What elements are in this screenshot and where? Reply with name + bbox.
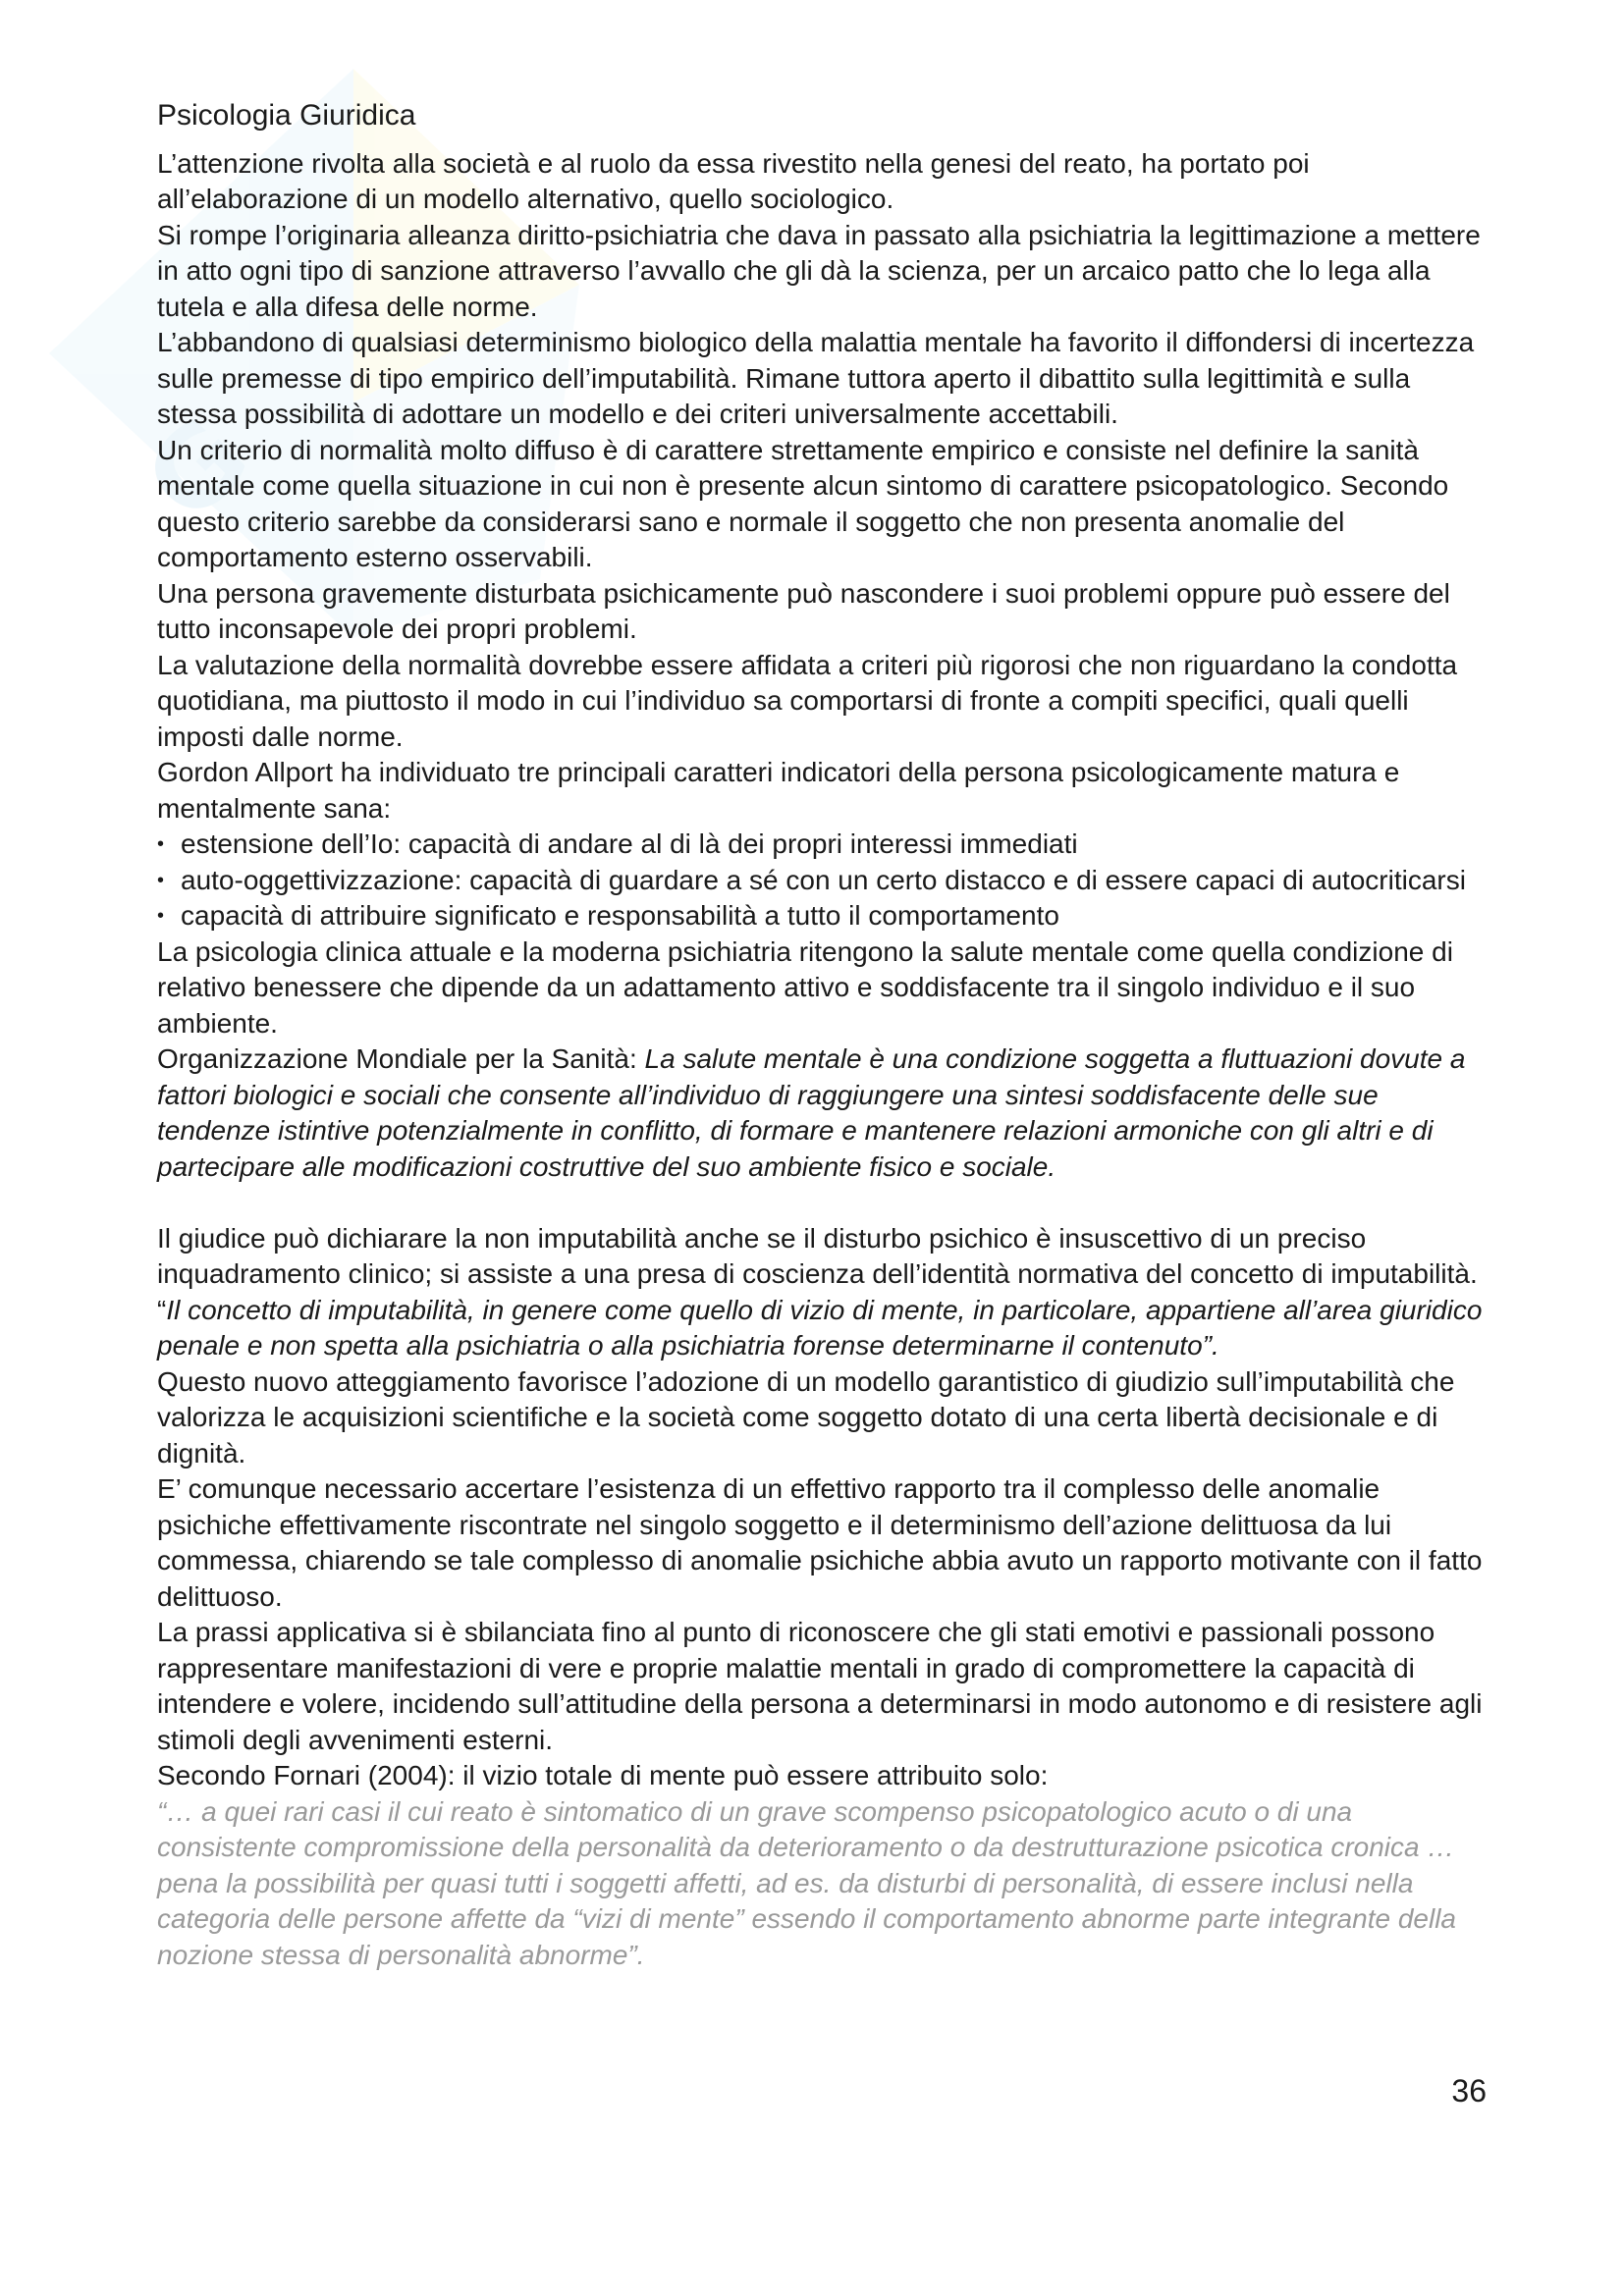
quote-open: “ <box>157 1294 167 1325</box>
paragraph: Il giudice può dichiarare la non imputabilità anche se il disturbo psichico è insuscettivo di un preciso inquadramento clinico; si assiste a una presa di coscienza dell’identità normativa del concetto di imputabilità. <box>157 1222 1478 1289</box>
page-title: Psicologia Giuridica <box>157 99 416 132</box>
paragraph: La psicologia clinica attuale e la moderna psichiatria ritengono la salute mentale come quella condizione di relativo benessere che dipende da un adattamento attivo e soddisfacente tra il singolo individuo e il suo ambiente. <box>157 935 1453 1039</box>
paragraph-who <box>157 1041 1492 1185</box>
page-number: 36 <box>1451 2073 1487 2109</box>
paragraph: Un criterio di normalità molto diffuso è di carattere strettamente empirico e consiste nel definire la sanità mentale come quella situazione in cui non è presente alcun sintomo di carattere psicopatologico. Secondo questo criterio sarebbe da considerarsi sano e normale il soggetto che non presenta anomalie del comportamento esterno osservabili. <box>157 434 1449 572</box>
spacer <box>157 1185 1492 1221</box>
list-item: • auto-oggettivizzazione: capacità di guardare a sé con un certo distacco e di essere capaci di autocriticarsi <box>157 863 1492 899</box>
paragraph: Secondo Fornari (2004): il vizio totale di mente può essere attribuito solo: <box>157 1760 1049 1790</box>
paragraph-quote <box>157 1293 1492 1364</box>
paragraph: La prassi applicativa si è sbilanciata fino al punto di riconoscere che gli stati emotivi e passionali possono rappresentare manifestazioni di vere e proprie malattie mentali in grado di compromettere la capacità di intendere e volere, incidendo sull’attitudine della persona a determinarsi in modo autonomo e di resistere agli stimoli degli avvenimenti esterni. <box>157 1617 1483 1755</box>
paragraph: Si rompe l’originaria alleanza diritto-psichiatria che dava in passato alla psichiatria la legittimazione a mettere in atto ogni tipo di sanzione attraverso l’avvallo che gli dà la scienza, per un arcaico patto che lo lega alla tutela e alla difesa delle norme. <box>157 219 1481 322</box>
quote-text: Il concetto di imputabilità, in genere come quello di vizio di mente, in particolare, appartiene all’area giuridico penale e non spetta alla psichiatria o alla psichiatria forense determinarne il contenuto”. <box>157 1294 1483 1361</box>
paragraph: La valutazione della normalità dovrebbe essere affidata a criteri più rigorosi che non riguardano la condotta quotidiana, ma piuttosto il modo in cui l’individuo sa comportarsi di fronte a compiti specifici, quali quelli imposti dalle norme. <box>157 649 1458 752</box>
list-item: • capacità di attribuire significato e responsabilità a tutto il comportamento <box>157 898 1492 934</box>
bullet-list <box>157 827 1492 934</box>
paragraph: Una persona gravemente disturbata psichicamente può nascondere i suoi problemi oppure può essere del tutto inconsapevole dei propri problemi. <box>157 577 1450 644</box>
svg-text:G: G <box>121 393 273 546</box>
who-lead: Organizzazione Mondiale per la Sanità: <box>157 1043 645 1074</box>
paragraph: L’attenzione rivolta alla società e al ruolo da essa rivestito nella genesi del reato, ha portato poi all’elaborazione di un modello alternativo, quello sociologico. <box>157 147 1310 214</box>
document-body <box>157 98 1492 1973</box>
paragraph: Questo nuovo atteggiamento favorisce l’adozione di un modello garantistico di giudizio sull’imputabilità che valorizza le acquisizioni scientifiche e la società come soggetto dotato di una certa libertà decisionale e di dignità. <box>157 1365 1455 1468</box>
who-quote: La salute mentale è una condizione soggetta a fluttuazioni dovute a fattori biologici e sociali che consente all’individuo di raggiungere una sintesi soddisfacente delle sue tendenze istintive potenzialmente in conflitto, di formare e mantenere relazioni armoniche con gli altri e di partecipare alle modificazioni costruttive del suo ambiente fisico e sociale. <box>157 1043 1466 1182</box>
paragraph: Gordon Allport ha individuato tre principali caratteri indicatori della persona psicologicamente matura e mentalmente sana: <box>157 757 1400 824</box>
paragraph: E’ comunque necessario accertare l’esistenza di un effettivo rapporto tra il complesso delle anomalie psichiche effettivamente riscontrate nel singolo soggetto e il determinismo dell’azione delittuosa da lui commessa, chiarendo se tale complesso di anomalie psichiche abbia avuto un rapporto motivante con il fatto delittuoso. <box>157 1473 1483 1612</box>
fornari-quote: “… a quei rari casi il cui reato è sintomatico di un grave scompenso psicopatologico acuto o di una consistente compromissione della personalità da deterioramento o da destrutturazione psicotica cronica … pena la possibilità per quasi tutti i soggetti affetti, ad es. da disturbi di personalità, di essere inclusi nella categoria delle persone affette da “vizi di mente” essendo il comportamento abnorme parte integrante della nozione stessa di personalità abnorme”. <box>157 1795 1456 1970</box>
paragraph: L’abbandono di qualsiasi determinismo biologico della malattia mentale ha favorito il diffondersi di incertezza sulle premesse di tipo empirico dell’imputabilità. Rimane tuttora aperto il dibattito sulla legittimità e sulla stessa possibilità di adottare un modello e dei criteri universalmente accettabili. <box>157 327 1475 429</box>
list-item: • estensione dell’Io: capacità di andare al di là dei propri interessi immediati <box>157 827 1492 863</box>
